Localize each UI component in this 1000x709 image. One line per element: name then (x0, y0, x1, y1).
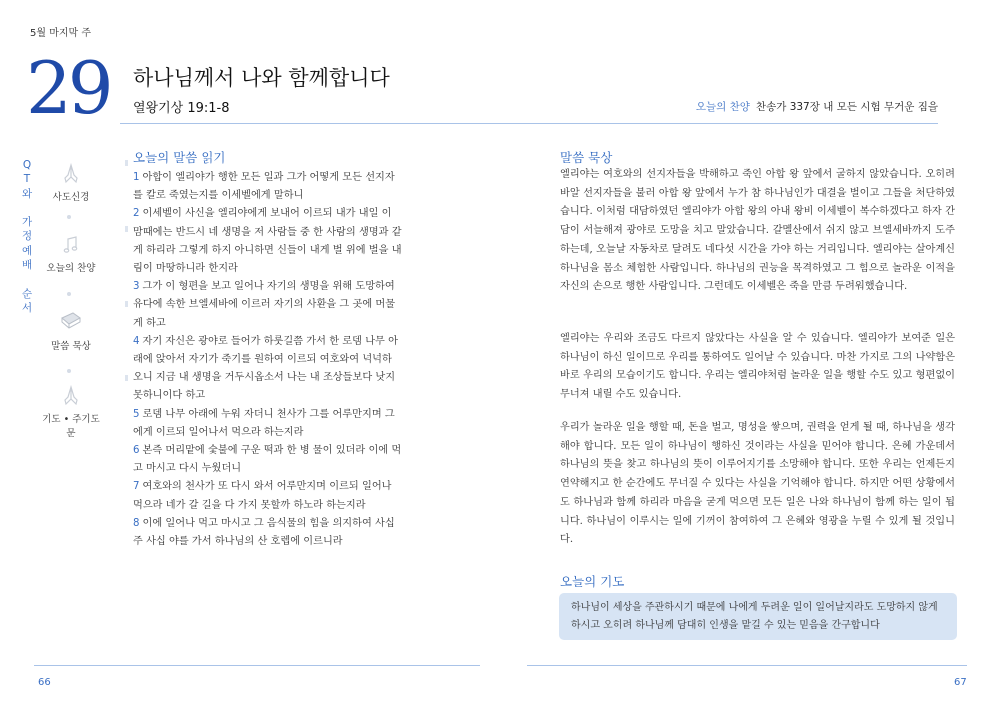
meditation-paragraph: 엘리야는 우리와 조금도 다르지 않았다는 사실을 알 수 있습니다. 엘리야가 보여준 일은 하나님이 하신 일이므로 우리를 통하여도 일어날 수 있습니다. 마찬 가지로 그의 나약함은 바로 우리의 모습이기도 합니다. 우리는 엘리야처럼 놀라운 일을 행할 수도 있고 형편없이 무너져 내릴 수도 있습니다. (560, 333, 955, 401)
divider-dot (67, 369, 71, 373)
verse-line (133, 224, 433, 242)
verse-text: 를 칼로 죽였는지를 이세벨에게 말하니 (133, 190, 304, 202)
verse-number: 8 (133, 517, 140, 529)
prayer-line: 하시고 오히려 하나님께 담대히 인생을 맡길 수 있는 믿음을 간구합니다 (571, 619, 880, 631)
verse-text: 이세벨이 사신을 엘리야에게 보내어 이르되 내가 내일 이 (142, 208, 392, 220)
scripture-reference: 열왕기상 19:1-8 (133, 101, 230, 116)
verse-line (133, 260, 433, 278)
verse-number: 6 (133, 445, 140, 457)
vertical-label-char: 배 (22, 259, 33, 272)
sidebar-item-label: 말씀 묵상 (51, 341, 91, 352)
verse-line (133, 515, 433, 533)
praying-hands-icon (60, 385, 82, 407)
vertical-label-char: 가 (22, 216, 33, 229)
verse-text: 로뎀 나무 아래에 누워 자더니 천사가 그를 어루만지며 그 (142, 408, 395, 420)
verse-text: 먹으라 네가 갈 길을 다 가지 못할까 하노라 하는지라 (133, 499, 366, 511)
vertical-label-char: 순 (22, 287, 33, 300)
vertical-label-char: Q (22, 159, 32, 171)
verse-text: 게 하리라 그렇게 하지 아니하면 신들이 내게 벌 위에 벌을 내 (133, 244, 402, 256)
sidebar-item-creed (40, 163, 102, 203)
vertical-label-char: T (23, 173, 31, 186)
hymn-info (696, 99, 938, 114)
verse-text: 여호와의 천사가 또 다시 와서 어루만지며 이르되 일어나 (142, 481, 392, 493)
verse-text: 이에 일어나 먹고 마시고 그 음식물의 힘을 의지하여 사십 (142, 517, 395, 529)
footer-rule-left (34, 665, 480, 666)
verse-line (133, 169, 433, 187)
verse-line (133, 497, 433, 515)
verse-line (133, 205, 433, 223)
hymn-text: 찬송가 337장 내 모든 시험 무거운 짐을 (755, 101, 938, 113)
vertical-label-char: 서 (22, 301, 33, 314)
verse-line (133, 387, 433, 405)
verse-line (133, 369, 433, 387)
verse-number: 4 (133, 335, 140, 347)
verse-number: 1 (133, 172, 140, 183)
verse-text: 못하니이다 하고 (133, 390, 206, 402)
meditation-paragraph: 엘리야는 여호와의 선지자들을 박해하고 죽인 아합 왕 앞에서 굴하지 않았습니다. 오히려 바알 선지자들을 불러 아합 왕 앞에서 누가 참 하나님인가 대결을 벌이고 그들을 처단하였습니다. 이처럼 대담하였던 엘리야가 아합 왕의 아내 왕비 이세벨이 복수하겠다고 하자 간담이 서늘해져 광야로 도망을 치고 말았습니다. 갈멜산에서 쉬지 않고 브엘세바까지 도주하는데, 오늘날 자동차로 달려도 네다섯 시간을 가야 하는 거리입니다. 엘리야는 살아계신 하나님을 몸소 체험한 사람입니다. 하나님의 권능을 목격하였고 그 힘으로 놀라운 이적을 자신의 손으로 행한 사람입니다. 그런데도 이세벨은 죽을 만큼 두려워했습니다. (560, 169, 955, 293)
verse-line (133, 242, 433, 260)
verse-line (133, 533, 433, 551)
vertical-label-char (22, 272, 32, 286)
verse-text: 고 마시고 다시 누웠더니 (133, 463, 242, 475)
vertical-label-char: 정 (22, 230, 33, 243)
margin-mark (125, 301, 128, 307)
verse-line (133, 406, 433, 424)
vertical-label-char (22, 201, 32, 215)
prayer-title: 오늘의 기도 (560, 574, 625, 589)
verse-line (133, 296, 433, 314)
meditation-title: 말씀 묵상 (560, 150, 613, 165)
footer-rule-right (527, 665, 967, 666)
verse-line (133, 478, 433, 496)
verse-text: 게 하고 (133, 317, 166, 329)
sidebar-item-meditation (40, 310, 102, 352)
verse-text: 래에 앉아서 자기가 죽기를 원하여 이르되 여호와여 넉넉하 (133, 354, 392, 366)
verse-line (133, 278, 433, 296)
margin-mark (125, 375, 128, 381)
prayer-line: 하나님이 세상을 주관하시기 때문에 나에게 두려운 일이 일어날지라도 도망하지 않게 (571, 602, 938, 613)
hymn-label: 오늘의 찬양 (695, 101, 750, 113)
verse-text: 아합이 엘리야가 행한 모든 일과 그가 어떻게 모든 선지자 (142, 172, 395, 183)
verse-text: 에게 이르되 일어나서 먹으라 하는지라 (133, 426, 304, 438)
verse-line (133, 351, 433, 369)
verse-text: 그가 이 형편을 보고 일어나 자기의 생명을 위해 도망하여 (142, 281, 395, 293)
qt-order-vertical-label (22, 158, 32, 315)
reading-title: 오늘의 말씀 읽기 (133, 150, 226, 165)
bible-icon (58, 310, 84, 334)
verse-line (133, 460, 433, 478)
header-divider (120, 123, 938, 124)
sidebar-item-hymn (40, 234, 102, 274)
verse-text: 림이 마땅하니라 한지라 (133, 263, 238, 275)
prayer-text (571, 599, 951, 634)
sidebar-item-prayer (40, 385, 102, 439)
praying-hands-icon (60, 163, 82, 185)
divider-dot (67, 215, 71, 219)
page-number-right: 67 (954, 677, 967, 688)
verse-line (133, 442, 433, 460)
verse-number: 2 (133, 208, 140, 220)
page-title: 하나님께서 나와 함께합니다 (133, 66, 390, 90)
sidebar-item-label: 기도 • 주기도문 (42, 414, 100, 439)
verse-text: 맘때에는 반드시 네 생명을 저 사람들 중 한 사람의 생명과 같 (133, 226, 402, 238)
verse-line (133, 315, 433, 333)
day-number: 29 (26, 46, 110, 130)
sidebar-item-label: 오늘의 찬양 (46, 263, 96, 274)
vertical-label-char: 예 (22, 244, 33, 257)
week-label: 5월 마지막 주 (30, 28, 92, 39)
page-number-left: 66 (38, 677, 51, 688)
verse-text: 주 사십 야를 가서 하나님의 산 호렙에 이르니라 (133, 536, 343, 548)
margin-mark (125, 226, 128, 232)
verse-text: 본즉 머리맡에 숯불에 구운 떡과 한 병 물이 있더라 이에 먹 (142, 445, 402, 457)
divider-dot (67, 292, 71, 296)
vertical-label-char: 와 (22, 187, 33, 200)
verse-text: 자기 자신은 광야로 들어가 하룻길쯤 가서 한 로뎀 나무 아 (142, 335, 398, 347)
verse-line (133, 333, 433, 351)
scripture-verses (133, 169, 433, 551)
verse-text: 유다에 속한 브엘세바에 이르러 자기의 사환을 그 곳에 머물 (133, 299, 396, 311)
verse-text: 오니 지금 내 생명을 거두시옵소서 나는 내 조상들보다 낫지 (133, 372, 396, 384)
verse-number: 7 (133, 481, 140, 493)
music-note-icon (60, 234, 82, 256)
verse-line (133, 187, 433, 205)
verse-number: 3 (133, 281, 140, 293)
meditation-paragraph: 우리가 놀라운 일을 행할 때, 돈을 벌고, 명성을 쌓으며, 권력을 얻게 될 때, 하나님을 생각해야 합니다. 모든 일이 하나님이 행하신 것이라는 사실을 믿어야 합니다. 은혜 가운데서 하나님의 뜻을 찾고 하나님의 뜻이 이루어지기를 소망해야 합니다. 또한 우리는 언제든지 연약해지고 한 순간에도 무너질 수 있다는 사실을 기억해야 합니다. 하지만 어떤 상황에서도 하나님과 함께 하리라 마음을 굳게 먹으면 모든 일은 나와 하나님이 함께 하는 일이 됩니다. 하나님이 이루시는 일에 기꺼이 참여하여 그 은혜와 영광을 누릴 수 있게 될 것입니다. (560, 422, 955, 546)
verse-line (133, 424, 433, 442)
verse-number: 5 (133, 408, 140, 420)
margin-mark (125, 160, 128, 166)
sidebar-item-label: 사도신경 (52, 192, 90, 203)
